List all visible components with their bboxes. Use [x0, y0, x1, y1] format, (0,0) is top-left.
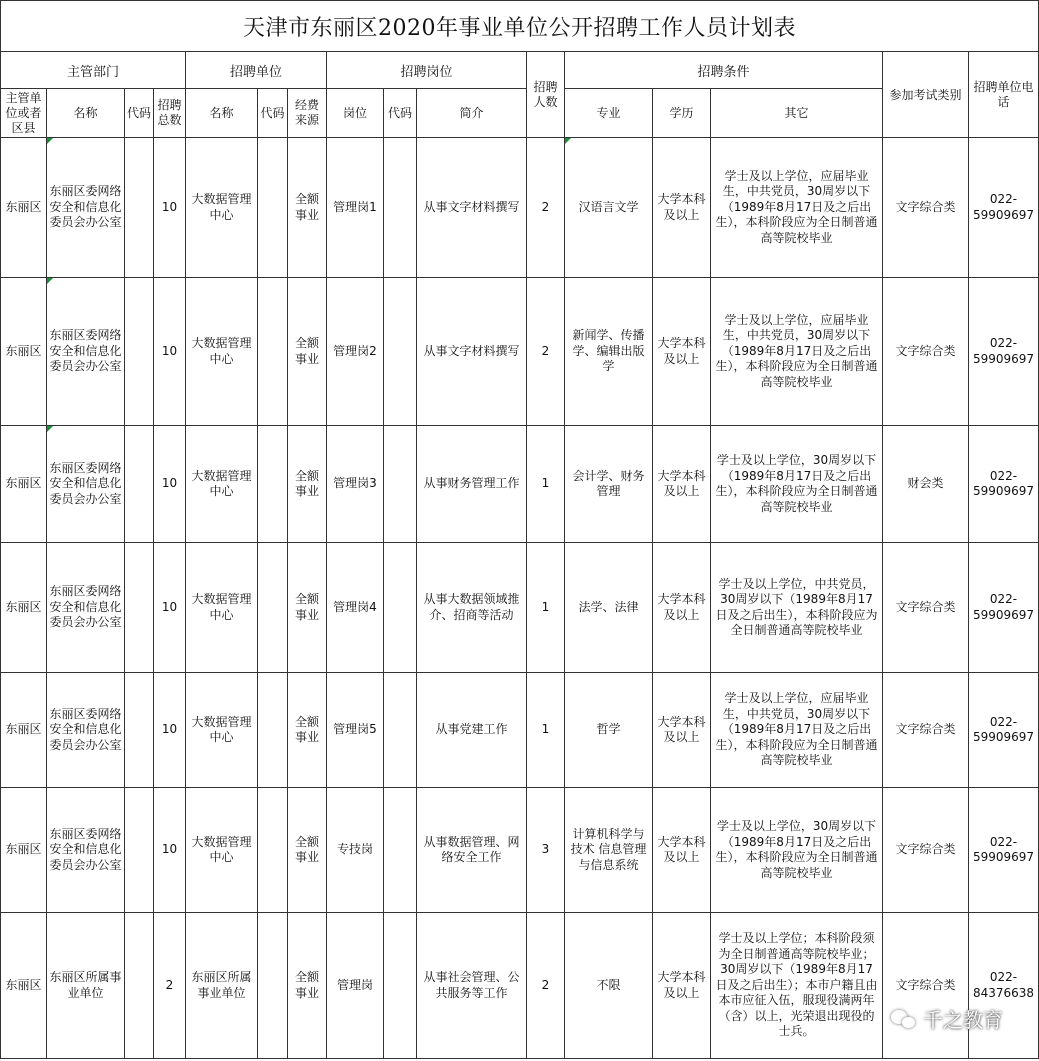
cell-edu: 大学本科及以上	[653, 138, 711, 278]
cell-dept: 东丽区委网络安全和信息化委员会办公室	[47, 788, 125, 913]
table-row	[1, 673, 1039, 788]
cell-fund: 全额事业	[288, 138, 327, 278]
cell-edu: 大学本科及以上	[653, 278, 711, 426]
cell-post: 管理岗3	[327, 426, 384, 543]
cell-district: 东丽区	[1, 913, 47, 1059]
cell-unit: 大数据管理中心	[186, 426, 258, 543]
cell-dept-code	[125, 278, 154, 426]
cell-fund: 全额事业	[288, 673, 327, 788]
cell-post-code	[384, 543, 417, 673]
cell-count: 2	[527, 913, 565, 1059]
table-row	[1, 788, 1039, 913]
cell-unit-code	[258, 913, 288, 1059]
header-dept-district: 主管单位或者区县	[1, 89, 47, 138]
cell-exam: 文字综合类	[883, 543, 969, 673]
cell-unit-code	[258, 673, 288, 788]
cell-edu: 大学本科及以上	[653, 673, 711, 788]
cell-unit: 大数据管理中心	[186, 788, 258, 913]
watermark-text: 千之教育	[923, 1008, 1003, 1032]
cell-other: 学士及以上学位，30周岁以下（1989年8月17日及之后出生），本科阶段应为全日制普通高等院校毕业	[711, 426, 883, 543]
cell-district: 东丽区	[1, 788, 47, 913]
cell-phone: 022-84376638	[969, 913, 1039, 1059]
cell-major: 会计学、财务管理	[565, 426, 653, 543]
cell-unit: 大数据管理中心	[186, 543, 258, 673]
cell-count: 2	[527, 278, 565, 426]
cell-count: 1	[527, 673, 565, 788]
cell-edu: 大学本科及以上	[653, 788, 711, 913]
cell-unit: 大数据管理中心	[186, 278, 258, 426]
table-row	[1, 278, 1039, 426]
cell-count: 3	[527, 788, 565, 913]
cell-desc: 从事财务管理工作	[417, 426, 527, 543]
cell-dept-code	[125, 673, 154, 788]
cell-fund: 全额事业	[288, 788, 327, 913]
page-title: 天津市东丽区2020年事业单位公开招聘工作人员计划表	[1, 1, 1039, 52]
cell-exam: 文字综合类	[883, 673, 969, 788]
cell-unit-code	[258, 138, 288, 278]
cell-dept: 东丽区委网络安全和信息化委员会办公室	[47, 543, 125, 673]
cell-dept: 东丽区委网络安全和信息化委员会办公室	[47, 426, 125, 543]
table-row	[1, 426, 1039, 543]
header-unit-code: 代码	[258, 89, 288, 138]
cell-major: 哲学	[565, 673, 653, 788]
cell-fund: 全额事业	[288, 543, 327, 673]
cell-count: 2	[527, 138, 565, 278]
cell-other: 学士及以上学位，应届毕业生，中共党员，30周岁以下（1989年8月17日及之后出生），本科阶段应为全日制普通高等院校毕业	[711, 673, 883, 788]
cell-total: 10	[154, 138, 186, 278]
cell-count: 1	[527, 426, 565, 543]
cell-post-code	[384, 278, 417, 426]
cell-total: 10	[154, 788, 186, 913]
cell-edu: 大学本科及以上	[653, 543, 711, 673]
cell-post-code	[384, 673, 417, 788]
header-dept-code: 代码	[125, 89, 154, 138]
cell-post: 管理岗5	[327, 673, 384, 788]
header-cond-other: 其它	[711, 89, 883, 138]
cell-phone: 022-59909697	[969, 278, 1039, 426]
header-cond-major: 专业	[565, 89, 653, 138]
cell-exam: 文字综合类	[883, 138, 969, 278]
cell-other: 学士及以上学位；本科阶段须为全日制普通高等院校毕业；30周岁以下（1989年8月17日及之后出生）；本市户籍且由本市应征入伍，服现役满两年（含）以上，光荣退出现役的士兵。	[711, 913, 883, 1059]
cell-exam: 文字综合类	[883, 278, 969, 426]
cell-edu: 大学本科及以上	[653, 426, 711, 543]
cell-desc: 从事社会管理、公共服务等工作	[417, 913, 527, 1059]
cell-other: 学士及以上学位，中共党员，30周岁以下（1989年8月17日及之后出生），本科阶段应为全日制普通高等院校毕业	[711, 543, 883, 673]
table-row	[1, 913, 1039, 1059]
cell-dept: 东丽区所属事业单位	[47, 913, 125, 1059]
cell-desc: 从事文字材料撰写	[417, 138, 527, 278]
header-unit: 招聘单位	[186, 52, 327, 89]
cell-unit-code	[258, 278, 288, 426]
cell-major: 法学、法律	[565, 543, 653, 673]
cell-fund: 全额事业	[288, 913, 327, 1059]
cell-other: 学士及以上学位，30周岁以下（1989年8月17日及之后出生），本科阶段应为全日制普通高等院校毕业	[711, 788, 883, 913]
cell-other: 学士及以上学位，应届毕业生，中共党员，30周岁以下（1989年8月17日及之后出生），本科阶段应为全日制普通高等院校毕业	[711, 278, 883, 426]
header-exam: 参加考试类别	[883, 52, 969, 138]
cell-post: 专技岗	[327, 788, 384, 913]
cell-edu: 大学本科及以上	[653, 913, 711, 1059]
cell-phone: 022-59909697	[969, 426, 1039, 543]
cell-phone: 022-59909697	[969, 788, 1039, 913]
cell-dept-code	[125, 913, 154, 1059]
cell-post: 管理岗	[327, 913, 384, 1059]
cell-major: 汉语言文学	[565, 138, 653, 278]
header-phone: 招聘单位电话	[969, 52, 1039, 138]
cell-exam: 文字综合类	[883, 788, 969, 913]
header-unit-fund: 经费来源	[288, 89, 327, 138]
cell-post-code	[384, 138, 417, 278]
header-post-code: 代码	[384, 89, 417, 138]
cell-district: 东丽区	[1, 673, 47, 788]
cell-post-code	[384, 426, 417, 543]
wechat-icon	[891, 1008, 917, 1030]
table-row	[1, 543, 1039, 673]
cell-total: 2	[154, 913, 186, 1059]
cell-dept-code	[125, 543, 154, 673]
header-post-desc: 简介	[417, 89, 527, 138]
cell-dept: 东丽区委网络安全和信息化委员会办公室	[47, 673, 125, 788]
cell-major: 新闻学、传播学、编辑出版学	[565, 278, 653, 426]
cell-district: 东丽区	[1, 426, 47, 543]
cell-major: 不限	[565, 913, 653, 1059]
cell-total: 10	[154, 673, 186, 788]
watermark	[891, 1004, 1003, 1033]
header-conditions: 招聘条件	[565, 52, 883, 89]
cell-desc: 从事文字材料撰写	[417, 278, 527, 426]
cell-district: 东丽区	[1, 543, 47, 673]
cell-dept-code	[125, 138, 154, 278]
cell-unit-code	[258, 788, 288, 913]
header-unit-name: 名称	[186, 89, 258, 138]
header-post: 招聘岗位	[327, 52, 527, 89]
cell-dept: 东丽区委网络安全和信息化委员会办公室	[47, 138, 125, 278]
cell-unit-code	[258, 543, 288, 673]
cell-post-code	[384, 788, 417, 913]
cell-exam: 文字综合类	[883, 913, 969, 1059]
header-dept-total: 招聘总数	[154, 89, 186, 138]
cell-unit: 大数据管理中心	[186, 673, 258, 788]
cell-fund: 全额事业	[288, 278, 327, 426]
cell-post-code	[384, 913, 417, 1059]
cell-fund: 全额事业	[288, 426, 327, 543]
cell-total: 10	[154, 278, 186, 426]
header-dept-name: 名称	[47, 89, 125, 138]
cell-exam: 财会类	[883, 426, 969, 543]
cell-unit: 大数据管理中心	[186, 138, 258, 278]
cell-district: 东丽区	[1, 138, 47, 278]
cell-total: 10	[154, 543, 186, 673]
cell-dept-code	[125, 426, 154, 543]
header-post-name: 岗位	[327, 89, 384, 138]
cell-post: 管理岗1	[327, 138, 384, 278]
cell-other: 学士及以上学位，应届毕业生，中共党员，30周岁以下（1989年8月17日及之后出生），本科阶段应为全日制普通高等院校毕业	[711, 138, 883, 278]
cell-phone: 022-59909697	[969, 138, 1039, 278]
cell-total: 10	[154, 426, 186, 543]
cell-phone: 022-59909697	[969, 543, 1039, 673]
cell-dept: 东丽区委网络安全和信息化委员会办公室	[47, 278, 125, 426]
cell-desc: 从事大数据领域推介、招商等活动	[417, 543, 527, 673]
cell-district: 东丽区	[1, 278, 47, 426]
header-cond-edu: 学历	[653, 89, 711, 138]
cell-major: 计算机科学与技术 信息管理与信息系统	[565, 788, 653, 913]
cell-unit-code	[258, 426, 288, 543]
header-count: 招聘人数	[527, 52, 565, 138]
table-row	[1, 138, 1039, 278]
cell-dept-code	[125, 788, 154, 913]
cell-unit: 东丽区所属事业单位	[186, 913, 258, 1059]
cell-desc: 从事党建工作	[417, 673, 527, 788]
cell-count: 1	[527, 543, 565, 673]
header-dept: 主管部门	[1, 52, 186, 89]
cell-post: 管理岗2	[327, 278, 384, 426]
cell-post: 管理岗4	[327, 543, 384, 673]
cell-phone: 022-59909697	[969, 673, 1039, 788]
cell-desc: 从事数据管理、网络安全工作	[417, 788, 527, 913]
